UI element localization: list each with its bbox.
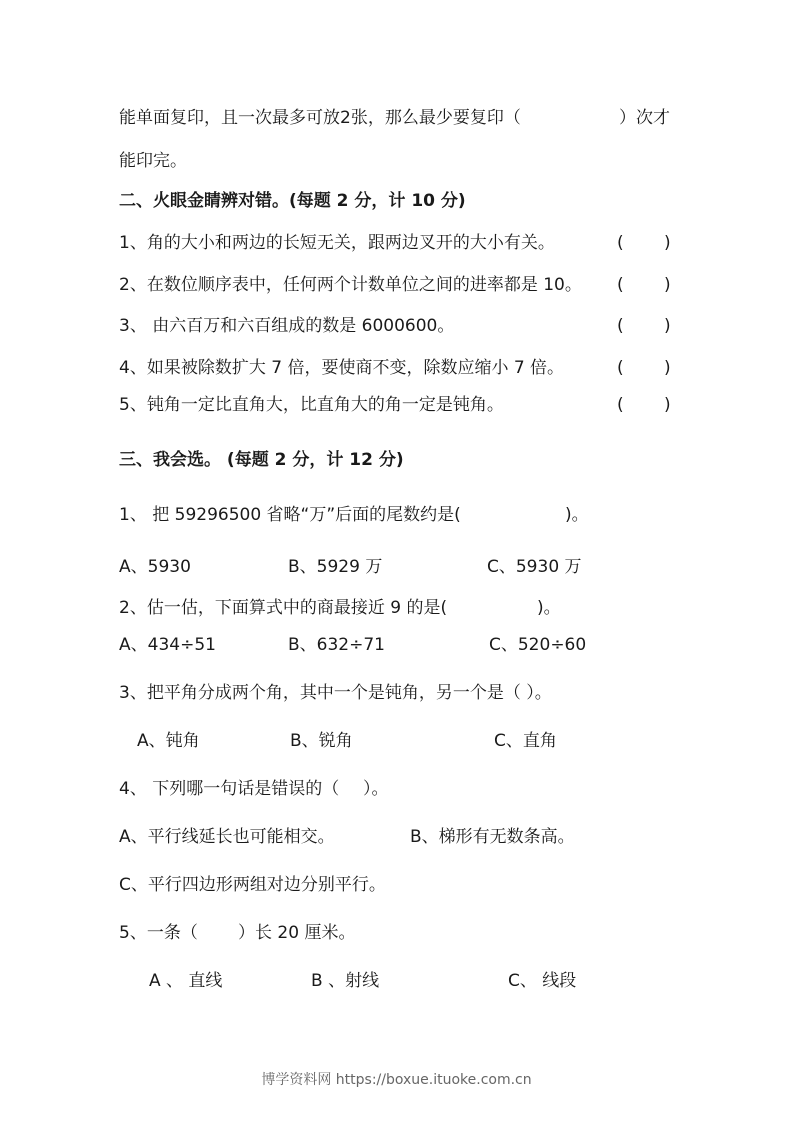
answer-bracket-open: ( (617, 233, 624, 253)
answer-bracket-close: ) (664, 233, 671, 253)
continuation-line-2: 能印完。 (119, 151, 187, 171)
question-5-option-b: B 、射线 (311, 971, 380, 991)
choice-question-2-stem: 2、估一估，下面算式中的商最接近 9 的是( (119, 598, 448, 618)
question-1-option-b: B、5929 万 (288, 557, 383, 577)
question-2-option-b: B、632÷71 (288, 635, 385, 655)
answer-bracket-open: ( (617, 395, 624, 415)
continuation-line-1 (119, 107, 521, 129)
choice-question-1-stem: 1、 把 59296500 省略“万”后面的尾数约是( (119, 505, 461, 525)
question-3-option-a: A、钝角 (137, 731, 200, 751)
question-4-blank-close: ）。 (363, 779, 389, 799)
section-3-title: 三、我会选。 (每题 2 分，计 12 分) (119, 450, 404, 470)
choice-question-5-stem: 5、一条（ (119, 923, 198, 943)
question-1-blank-close: )。 (565, 505, 589, 525)
answer-bracket-close: ) (664, 316, 671, 336)
question-5-option-a: A 、 直线 (149, 971, 223, 991)
section-2-title: 二、火眼金睛辨对错。(每题 2 分，计 10 分) (119, 191, 466, 211)
answer-bracket-open: ( (617, 275, 624, 295)
judge-item-3: 3、 由六百万和六百组成的数是 6000600。 (119, 316, 455, 336)
question-4-option-a: A、平行线延长也可能相交。 (119, 827, 335, 847)
question-1-option-c: C、5930 万 (487, 557, 582, 577)
continuation-blank-close: ）次才 (619, 108, 670, 128)
question-2-blank-close: )。 (537, 598, 561, 618)
answer-bracket-open: ( (617, 316, 624, 336)
answer-bracket-close: ) (664, 358, 671, 378)
judge-item-2: 2、在数位顺序表中，任何两个计数单位之间的进率都是 10。 (119, 275, 582, 295)
question-3-option-c: C、直角 (494, 731, 557, 751)
judge-item-1: 1、角的大小和两边的长短无关，跟两边叉开的大小有关。 (119, 233, 555, 253)
question-4-option-c: C、平行四边形两组对边分别平行。 (119, 875, 386, 895)
question-3-option-b: B、锐角 (290, 731, 353, 751)
question-5-option-c: C、 线段 (508, 971, 577, 991)
question-5-blank-close: ）长 20 厘米。 (238, 923, 356, 943)
answer-bracket-open: ( (617, 358, 624, 378)
question-2-option-a: A、434÷51 (119, 635, 216, 655)
continuation-text: 能单面复印，且一次最多可放2张，那么最少要复印（ (119, 108, 521, 128)
choice-question-4-stem: 4、 下列哪一句话是错误的（ (119, 779, 340, 799)
answer-bracket-close: ) (664, 275, 671, 295)
judge-item-4: 4、如果被除数扩大 7 倍，要使商不变，除数应缩小 7 倍。 (119, 358, 565, 378)
question-2-option-c: C、520÷60 (489, 635, 587, 655)
question-1-option-a: A、5930 (119, 557, 191, 577)
footer-watermark: 博学资料网 https://boxue.ituoke.com.cn (261, 1072, 532, 1088)
answer-bracket-close: ) (664, 395, 671, 415)
question-4-option-b: B、梯形有无数条高。 (410, 827, 575, 847)
choice-question-3-stem: 3、把平角分成两个角，其中一个是钝角，另一个是（ ）。 (119, 683, 552, 703)
judge-item-5: 5、钝角一定比直角大，比直角大的角一定是钝角。 (119, 395, 504, 415)
